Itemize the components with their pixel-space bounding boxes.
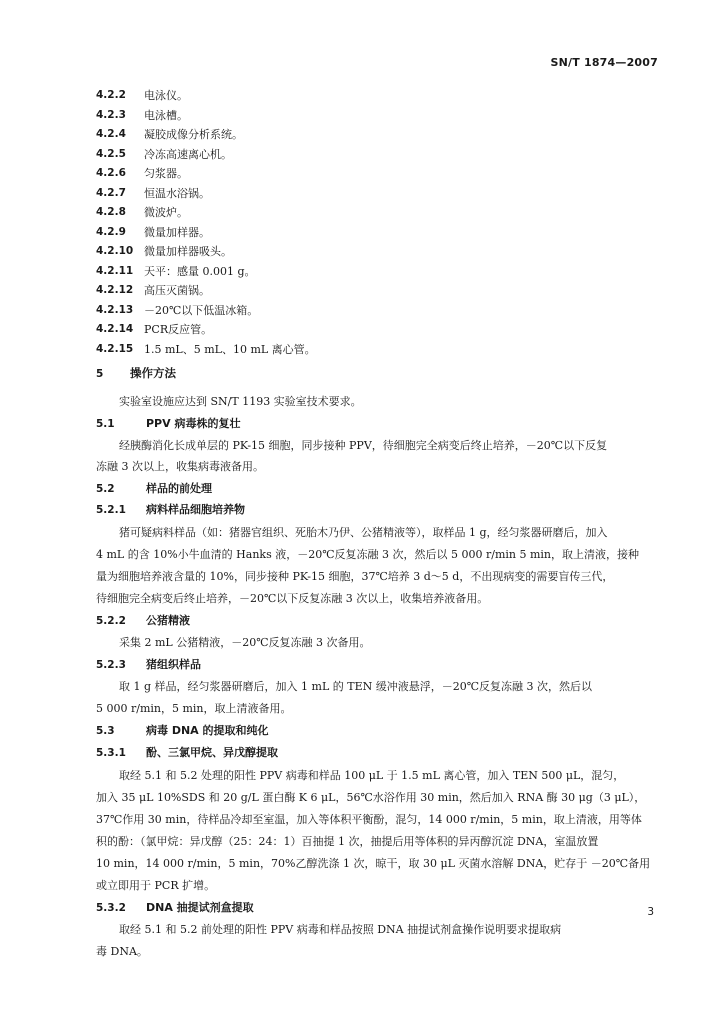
list-item [96, 242, 316, 262]
clause-number: 4.2.11 [96, 264, 134, 277]
list-item [96, 281, 316, 301]
list-item [96, 340, 316, 360]
section-number: 5.2.2 [96, 615, 126, 627]
clause-text: 电泳槽。 [144, 108, 188, 122]
section-number: 5.2.3 [96, 659, 126, 671]
clause-text: 高压灭菌锅。 [144, 284, 210, 297]
clause-number: 4.2.5 [96, 147, 126, 160]
clause-number: 4.2.7 [96, 186, 126, 199]
paragraph-line: 实验室设施应达到 SN/T 1193 实验室技术要求。 [119, 395, 362, 408]
section-title: 样品的前处理 [146, 482, 212, 495]
section-title: 公猪精液 [146, 614, 190, 627]
clause-text: －20℃以下低温冰箱。 [144, 303, 259, 317]
section-title: 猪组织样品 [146, 658, 201, 671]
clause-text: PCR反应管。 [144, 323, 213, 336]
clause-number: 4.2.4 [96, 128, 126, 140]
paragraph-line: 猪可疑病料样品（如：猪器官组织、死胎木乃伊、公猪精液等），取样品 1 g，经匀浆器研磨后，加入 [119, 526, 608, 539]
clause-text: 凝胶成像分析系统。 [144, 128, 243, 141]
clause-number: 4.2.3 [96, 108, 126, 121]
paragraph-line: 取经 5.1 和 5.2 处理的阳性 PPV 病毒和样品 100 μL 于 1.5 mL 离心管，加入 TEN 500 μL，混匀， [119, 769, 625, 782]
paragraph-line: 采集 2 mL 公猪精液，－20℃反复冻融 3 次备用。 [119, 636, 371, 649]
list-item [96, 301, 316, 321]
paragraph-line: 冻融 3 次以上，收集病毒液备用。 [96, 460, 264, 473]
paragraph-line: 积的酚：（氯甲烷：异戊醇（25：24：1）百抽提 1 次，抽提后用等体积的异丙醇沉淀 DNA，室温放置 [96, 835, 599, 848]
section-title: DNA 抽提试剂盒提取 [146, 901, 254, 914]
clause-text: 微波炉。 [144, 206, 188, 219]
equipment-list [96, 86, 316, 359]
paragraph-line: 加入 35 μL 10%SDS 和 20 g/L 蛋白酶 K 6 μL，56℃水浴作用 30 min，然后加入 RNA 酶 30 μg（3 μL）， [96, 791, 646, 804]
page-number: 3 [647, 906, 654, 918]
list-item [96, 145, 316, 165]
clause-text: 电泳仪。 [144, 89, 188, 102]
section-number: 5 [96, 368, 104, 380]
clause-number: 4.2.12 [96, 284, 134, 296]
list-item [96, 262, 316, 282]
list-item [96, 164, 316, 184]
clause-text: 天平：感量 0.001 g。 [144, 264, 256, 278]
clause-text: 恒温水浴锅。 [144, 186, 210, 200]
section-number: 5.2 [96, 483, 115, 495]
clause-number: 4.2.10 [96, 245, 134, 257]
section-title: 病毒 DNA 的提取和纯化 [146, 724, 269, 737]
subsection-heading [96, 899, 254, 915]
list-item [96, 184, 316, 204]
section-heading [96, 415, 240, 431]
section-title: 病料样品细胞培养物 [146, 503, 245, 516]
section-heading [96, 480, 212, 496]
clause-text: 1.5 mL、5 mL、10 mL 离心管。 [144, 342, 316, 356]
section-heading [96, 722, 269, 738]
paragraph-line: 37℃作用 30 min，待样品冷却至室温，加入等体积平衡酚，混匀，14 000 r/min，5 min，取上清液，用等体 [96, 813, 642, 826]
paragraph-line: 量为细胞培养液含量的 10%，同步接种 PK-15 细胞，37℃培养 3 d～5 d，不出现病变的需要盲传三代， [96, 570, 614, 583]
list-item [96, 125, 316, 145]
list-item [96, 203, 316, 223]
section-number: 5.3 [96, 725, 115, 737]
paragraph-line: 5 000 r/min，5 min，取上清液备用。 [96, 702, 292, 715]
paragraph-line: 取经 5.1 和 5.2 前处理的阳性 PPV 病毒和样品按照 DNA 抽提试剂盒操作说明要求提取病 [119, 923, 562, 936]
clause-number: 4.2.9 [96, 225, 126, 238]
paragraph-line: 取 1 g 样品，经匀浆器研磨后，加入 1 mL 的 TEN 缓冲液悬浮，－20℃反复冻融 3 次，然后以 [119, 680, 593, 693]
clause-text: 微量加样器吸头。 [144, 245, 232, 258]
section-number: 5.3.2 [96, 902, 126, 914]
section-title: 酚、三氯甲烷、异戊醇提取 [146, 746, 278, 759]
clause-number: 4.2.15 [96, 342, 134, 355]
section-title: PPV 病毒株的复壮 [146, 417, 241, 430]
clause-number: 4.2.6 [96, 167, 126, 179]
paragraph-line: 或立即用于 PCR 扩增。 [96, 879, 216, 892]
subsection-heading [96, 656, 201, 672]
list-item [96, 106, 316, 126]
clause-text: 冷冻高速离心机。 [144, 147, 232, 161]
clause-number: 4.2.2 [96, 89, 126, 101]
paragraph-line: 10 min，14 000 r/min，5 min，70%乙醇洗涤 1 次，晾干，取 30 μL 灭菌水溶解 DNA，贮存于 －20℃备用 [96, 857, 651, 870]
section-heading [96, 365, 176, 381]
clause-number: 4.2.14 [96, 323, 134, 335]
clause-number: 4.2.8 [96, 206, 126, 218]
paragraph-line: 毒 DNA。 [96, 945, 148, 958]
clause-number: 4.2.13 [96, 303, 134, 316]
paragraph-line: 4 mL 的含 10%小牛血清的 Hanks 液，－20℃反复冻融 3 次，然后以 5 000 r/min 5 min，取上清液，接种 [96, 548, 640, 561]
subsection-heading [96, 612, 190, 628]
list-item [96, 223, 316, 243]
list-item [96, 86, 316, 106]
section-number: 5.3.1 [96, 747, 126, 759]
subsection-heading [96, 501, 245, 517]
clause-text: 匀浆器。 [144, 167, 188, 180]
paragraph-line: 经胰酶消化长成单层的 PK-15 细胞，同步接种 PPV，待细胞完全病变后终止培养，－20℃以下反复 [119, 439, 608, 452]
section-number: 5.1 [96, 418, 115, 430]
paragraph-line: 待细胞完全病变后终止培养，－20℃以下反复冻融 3 次以上，收集培养液备用。 [96, 592, 489, 605]
subsection-heading [96, 744, 278, 760]
clause-text: 微量加样器。 [144, 225, 210, 239]
section-title: 操作方法 [130, 366, 176, 380]
standard-code: SN/T 1874—2007 [550, 56, 658, 69]
section-number: 5.2.1 [96, 504, 126, 516]
list-item [96, 320, 316, 340]
